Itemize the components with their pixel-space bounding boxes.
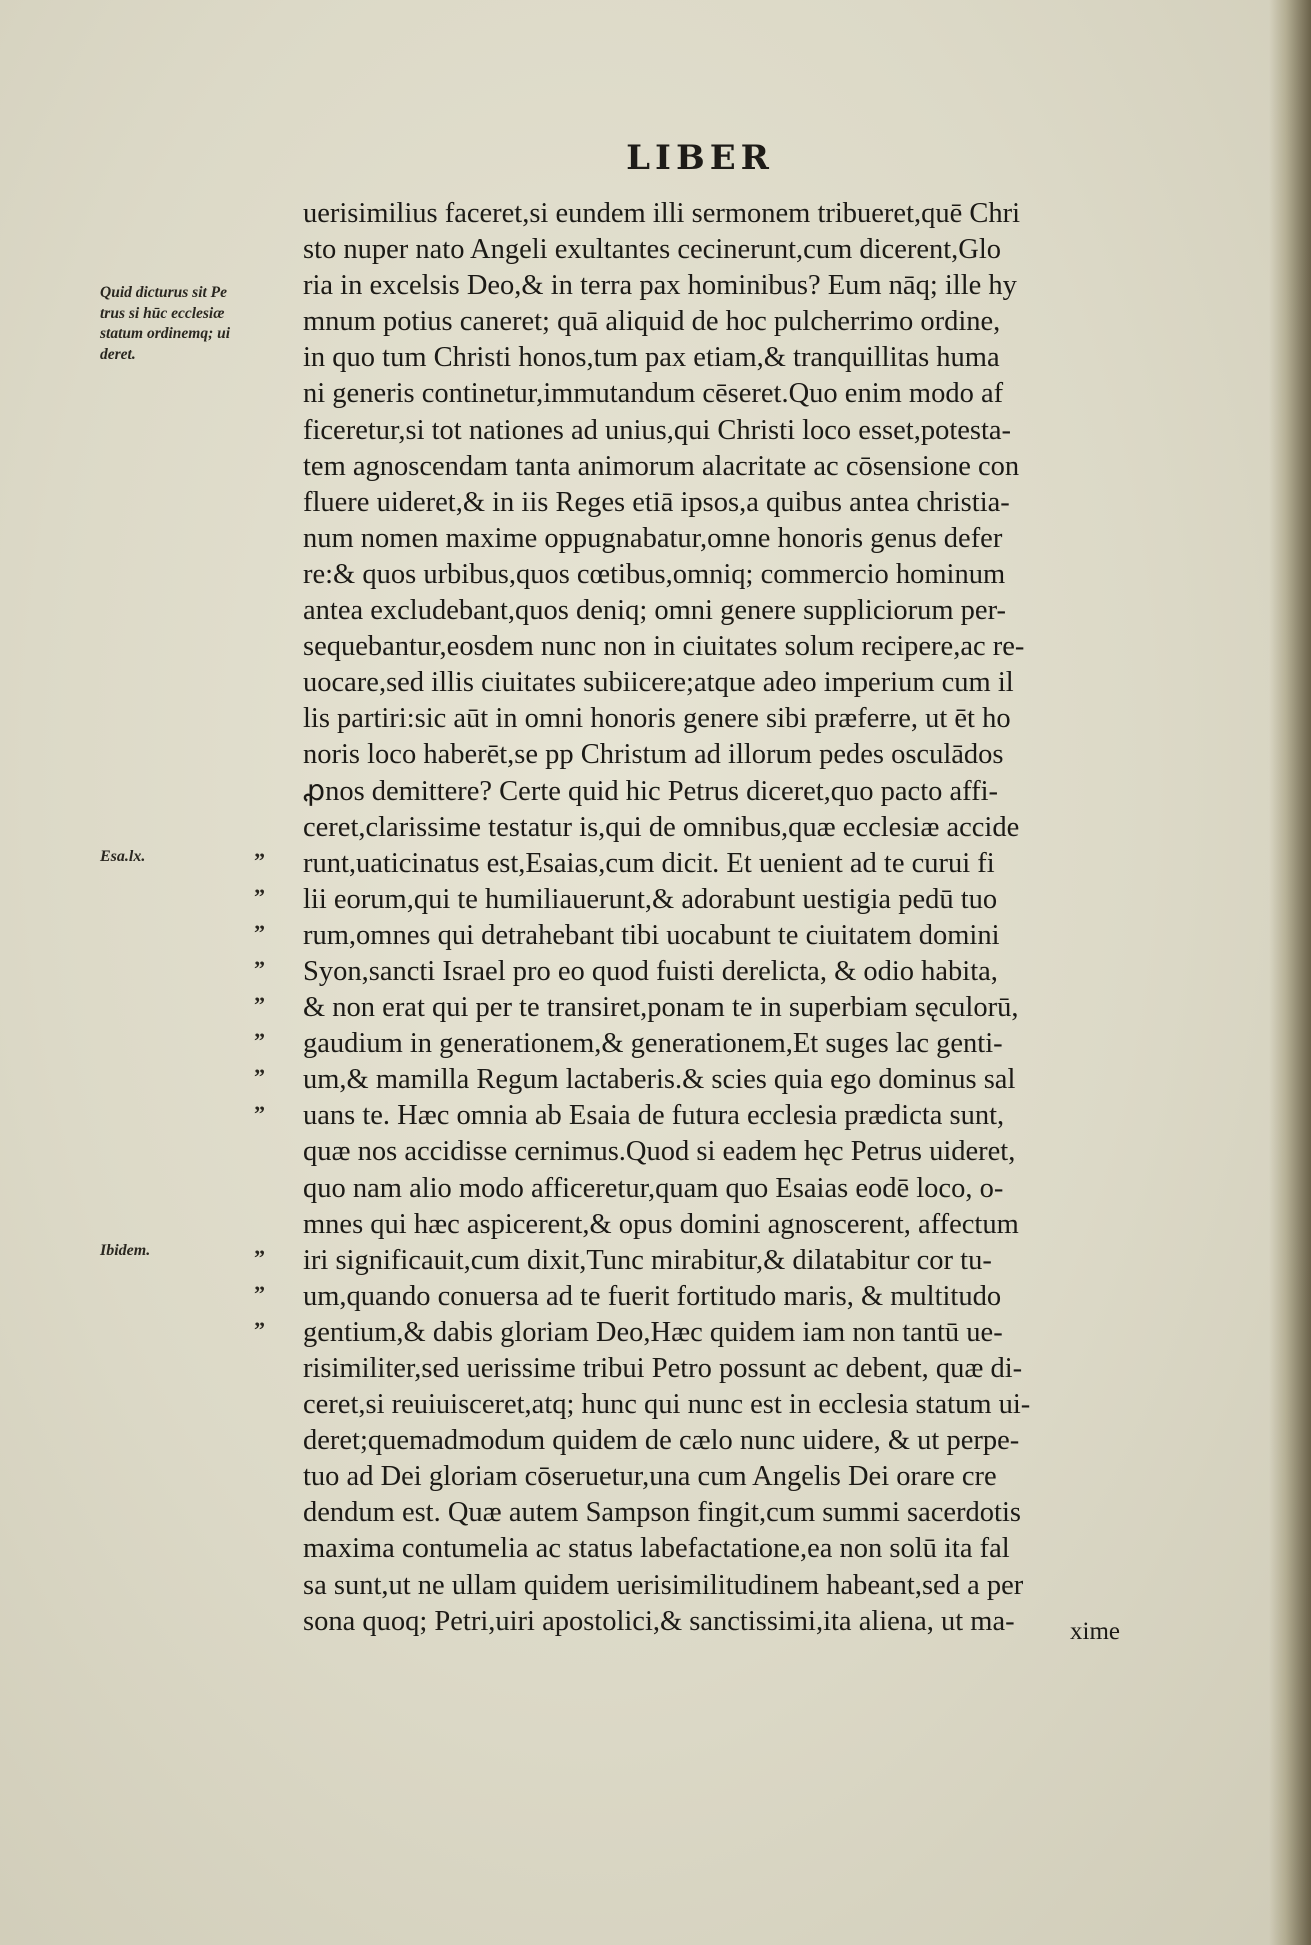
text-line: risimiliter,sed uerissime tribui Petro possunt ac debent, quæ di- — [303, 1353, 1023, 1384]
text-line: fluere uideret,& in iis Reges etiā ipsos,a quibus antea christia- — [303, 486, 1010, 518]
text-line: sequebantur,eosdem nunc non in ciuitates solum recipere,ac re- — [303, 631, 1025, 663]
catchword: xime — [1070, 1618, 1120, 1645]
quote-marker: ” — [254, 1100, 265, 1126]
text-line: sto nuper nato Angeli exultantes cecinerunt,cum dicerent,Glo — [303, 234, 1002, 266]
margin-note-esa: Esa.lx. — [100, 848, 146, 865]
text-line: gaudium in generationem,& generationem,Et suges lac genti- — [303, 1028, 1003, 1060]
margin-note-quid-dicturus — [100, 283, 280, 365]
quote-marker: ” — [254, 1317, 265, 1343]
margin-note-line: statum ordinemq; ui — [100, 325, 231, 342]
text-line: iri significauit,cum dixit,Tunc mirabitur,& dilatabitur cor tu- — [303, 1244, 992, 1276]
quote-marker: ” — [254, 883, 265, 909]
text-line: uans te. Hæc omnia ab Esaia de futura ecclesia prædicta sunt, — [303, 1100, 1005, 1132]
text-line: tem agnoscendam tanta animorum alacritate ac cōsensione con — [303, 450, 1020, 482]
text-line: um,quando conuersa ad te fuerit fortitudo maris, & multitudo — [303, 1280, 1002, 1312]
quote-marker: ” — [254, 1281, 265, 1306]
text-line: quæ nos accidisse cernimus.Quod si eadem hęc Petrus uideret, — [303, 1136, 1016, 1168]
quote-marker: ” — [254, 992, 265, 1018]
text-line: sa sunt,ut ne ullam quidem uerisimilitudinem habeant,sed a per — [303, 1569, 1024, 1601]
quote-marker: ” — [254, 956, 265, 982]
quote-marker: ” — [254, 1028, 265, 1054]
text-line: ni generis continetur,immutandum cēseret.Quo enim modo af — [303, 378, 1004, 410]
binding-gutter-shadow — [1269, 0, 1311, 1945]
text-line: quo nam alio modo afficeretur,quam quo Esaias eodē loco, o- — [303, 1172, 1004, 1204]
margin-note-line: Quid dicturus sit Pe — [100, 284, 228, 301]
margin-note-line: trus si hūc ecclesiæ — [100, 304, 225, 322]
text-line: ceret,si reuiuisceret,atq; hunc qui nunc est in ecclesia statum ui- — [303, 1389, 1031, 1421]
body-text — [303, 196, 1218, 1640]
text-line: mnes qui hæc aspicerent,& opus domini agnoscerent, affectum — [303, 1208, 1019, 1240]
text-line: lis partiri:sic aūt in omni honoris genere sibi præferre, ut ēt ho — [303, 703, 1011, 735]
text-line: deret;quemadmodum quidem de cælo nunc uidere, & ut perpe- — [303, 1425, 1020, 1457]
text-line: sona quoq; Petri,uiri apostolici,& sanctissimi,ita aliena, ut ma- — [303, 1605, 1015, 1637]
text-line: & non erat qui per te transiret,ponam te in superbiam sęculorū, — [303, 992, 1019, 1024]
text-line: uocare,sed illis ciuitates subiicere;atque adeo imperium cum il — [303, 667, 1014, 699]
text-line: ria in excelsis Deo,& in terra pax hominibus? Eum nāq; ille hy — [303, 270, 1017, 302]
text-line: num nomen maxime oppugnabatur,omne honoris genus defer — [303, 522, 1003, 554]
quote-marker: ” — [254, 847, 265, 873]
text-line: noris loco haberēt,se pp Christum ad illorum pedes osculādos — [303, 739, 1004, 771]
text-line: ceret,clarissime testatur is,qui de omnibus,quæ ecclesiæ accide — [303, 811, 1020, 843]
margin-note-ibidem: Ibidem. — [100, 1242, 151, 1259]
text-line: gentium,& dabis gloriam Deo,Hæc quidem iam non tantū ue- — [303, 1316, 1003, 1348]
text-line: maxima contumelia ac status labefactatione,ea non solū ita fal — [303, 1533, 1010, 1565]
quote-marker: ” — [254, 1244, 265, 1270]
text-line: lii eorum,qui te humiliauerunt,& adorabunt uestigia pedū tuo — [303, 883, 998, 915]
text-line: uerisimilius faceret,si eundem illi sermonem tribueret,quē Chri — [303, 198, 1021, 229]
text-line: um,& mamilla Regum lactaberis.& scies quia ego dominus sal — [303, 1064, 1016, 1096]
text-line: ficeretur,si tot nationes ad unius,qui Christi loco esset,potesta- — [303, 414, 1012, 446]
text-line: runt,uaticinatus est,Esaias,cum dicit. Et uenient ad te curui fi — [303, 847, 995, 879]
running-head: LIBER — [626, 138, 774, 178]
text-line: dendum est. Quæ autem Sampson fingit,cum summi sacerdotis — [303, 1497, 1021, 1529]
text-line: in quo tum Christi honos,tum pax etiam,& tranquillitas huma — [303, 342, 1000, 374]
text-line: ꝓnos demittere? Certe quid hic Petrus diceret,quo pacto affi- — [303, 775, 999, 807]
quote-marker: ” — [254, 920, 265, 945]
text-line: antea excludebant,quos deniq; omni genere suppliciorum per- — [303, 595, 1006, 627]
text-line: tuo ad Dei gloriam cōseruetur,una cum Angelis Dei orare cre — [303, 1461, 997, 1493]
text-line: Syon,sancti Israel pro eo quod fuisti derelicta, & odio habita, — [303, 955, 998, 987]
text-line: rum,omnes qui detrahebant tibi uocabunt te ciuitatem domini — [303, 919, 1000, 951]
margin-note-line: deret. — [100, 345, 136, 363]
text-line: re:& quos urbibus,quos cœtibus,omniq; commercio hominum — [303, 558, 1006, 590]
quote-marker: ” — [254, 1064, 265, 1090]
text-line: mnum potius caneret; quā aliquid de hoc pulcherrimo ordine, — [303, 306, 1001, 338]
